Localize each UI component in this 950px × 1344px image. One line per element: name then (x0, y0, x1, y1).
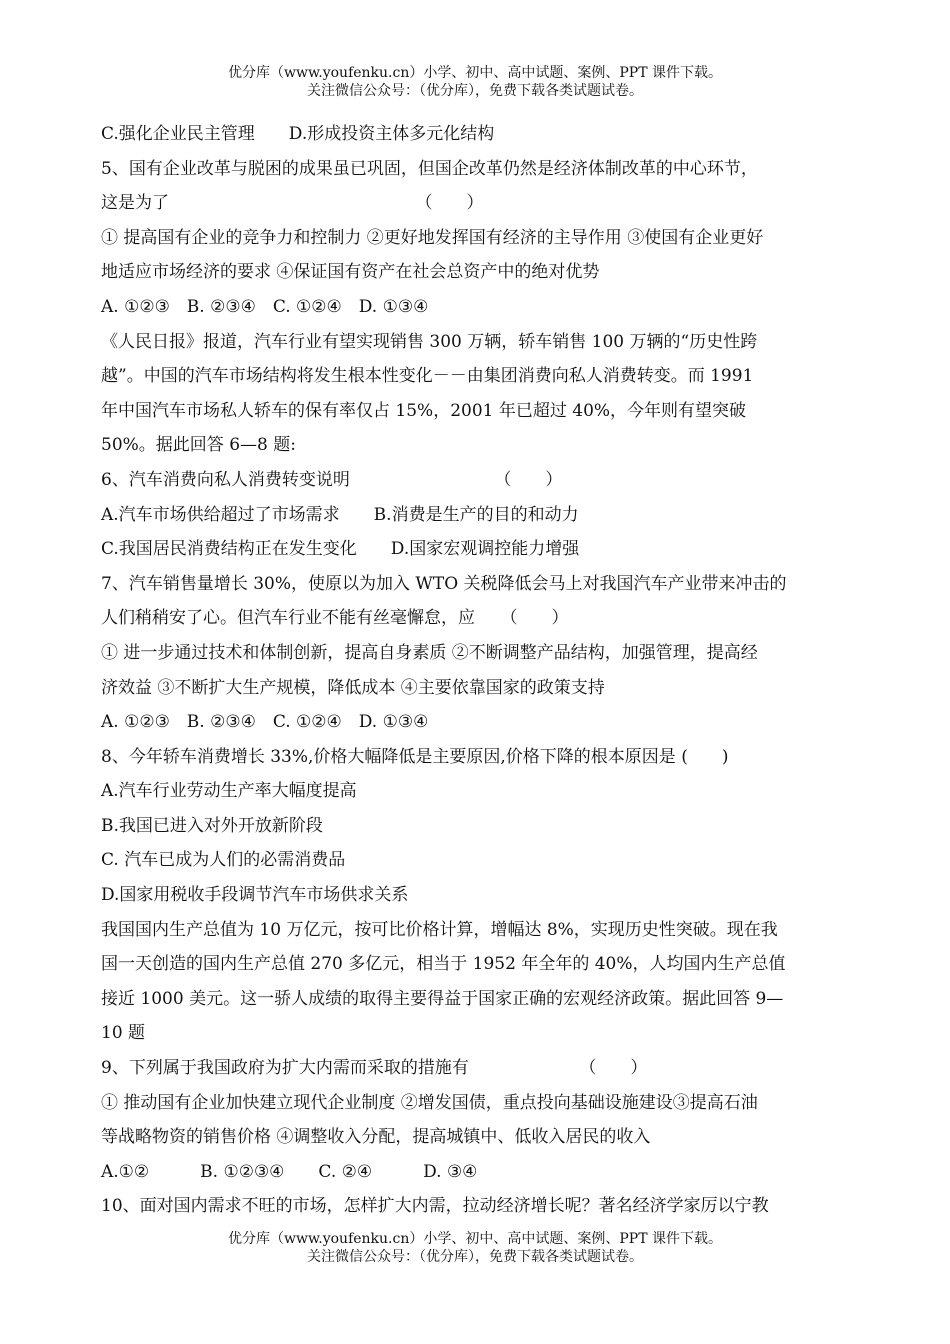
passage-line: 年中国汽车市场私人轿车的保有率仅占 15%，2001 年已超过 40%，今年则有望突破 (101, 400, 747, 421)
passage-line: 10 题 (101, 1023, 146, 1044)
document-body (101, 117, 851, 1224)
passage-line: 越”。中国的汽车市场结构将发生根本性变化－－由集团消费向私人消费转变。而 1991 (101, 366, 754, 387)
question-8-option-c: C. 汽车已成为人们的必需消费品 (101, 850, 346, 871)
question-5-statements: ① 提高国有企业的竞争力和控制力 ②更好地发挥国有经济的主导作用 ③使国有企业更好 (101, 227, 764, 248)
text-line: 这是为了 （ ） (101, 193, 484, 214)
header-line-2: 关注微信公众号：（优分库），免费下载各类试题试卷。 (307, 83, 643, 99)
page-footer (0, 1230, 950, 1266)
text-line: 等战略物资的销售价格 ④调整收入分配，提高城镇中、低收入居民的收入 (101, 1127, 651, 1148)
question-10-stem: 10、面对国内需求不旺的市场，怎样扩大内需，拉动经济增长呢？著名经济学家厉以宁教 (101, 1196, 769, 1217)
question-6-options-cd: C.我国居民消费结构正在发生变化 D.国家宏观调控能力增强 (101, 539, 580, 560)
text-line: C.强化企业民主管理 D.形成投资主体多元化结构 (101, 124, 495, 144)
passage-line: 接近 1000 美元。这一骄人成绩的取得主要得益于国家正确的宏观经济政策。据此回答 9— (101, 988, 784, 1009)
header-line-1: 优分库（www.youfenku.cn）小学、初中、高中试题、案例、PPT 课件下载。 (227, 65, 722, 81)
text-line: 人们稍稍安了心。但汽车行业不能有丝毫懈怠，应 （ ） (101, 608, 569, 629)
question-9-statements: ① 推动国有企业加快建立现代企业制度 ②增发国债，重点投向基础设施建设③提高石油 (101, 1092, 758, 1113)
question-7-stem: 7、汽车销售量增长 30%，使原以为加入 WTO 关税降低会马上对我国汽车产业带来冲击的 (101, 573, 787, 594)
passage-line: 《人民日报》报道，汽车行业有望实现销售 300 万辆，轿车销售 100 万辆的“历史性跨 (101, 331, 758, 352)
question-8-option-d: D.国家用税收手段调节汽车市场供求关系 (101, 885, 409, 906)
question-8-stem: 8、今年轿车消费增长 33%,价格大幅降低是主要原因,价格下降的根本原因是 ( ) (101, 746, 729, 767)
question-7-options: A. ①②③ B. ②③④ C. ①②④ D. ①③④ (101, 712, 429, 733)
question-5-options: A. ①②③ B. ②③④ C. ①②④ D. ①③④ (101, 296, 429, 317)
question-6-options-ab: A.汽车市场供给超过了市场需求 B.消费是生产的目的和动力 (101, 504, 579, 525)
question-5-stem: 5、国有企业改革与脱困的成果虽已巩固，但国企改革仍然是经济体制改革的中心环节， (101, 158, 758, 179)
question-6-stem: 6、汽车消费向私人消费转变说明 （ ） (101, 469, 563, 490)
question-8-option-b: B.我国已进入对外开放新阶段 (101, 815, 323, 836)
text-line: 地适应市场经济的要求 ④保证国有资产在社会总资产中的绝对优势 (101, 262, 600, 283)
footer-line-2: 关注微信公众号：（优分库），免费下载各类试题试卷。 (307, 1249, 643, 1265)
passage-line: 我国国内生产总值为 10 万亿元，按可比价格计算，增幅达 8%，实现历史性突破。现在我 (101, 919, 778, 940)
page-header (0, 64, 950, 100)
question-8-option-a: A.汽车行业劳动生产率大幅度提高 (101, 781, 357, 802)
passage-line: 国一天创造的国内生产总值 270 多亿元，相当于 1952 年全年的 40%，人均国内生产总值 (101, 954, 786, 975)
text-line: 济效益 ③不断扩大生产规模，降低成本 ④主要依靠国家的政策支持 (101, 677, 605, 698)
question-9-stem: 9、下列属于我国政府为扩大内需而采取的措施有 （ ） (101, 1058, 648, 1079)
question-9-options: A.①② B. ①②③④ C. ②④ D. ③④ (101, 1161, 478, 1182)
passage-line: 50%。据此回答 6—8 题: (101, 435, 296, 456)
footer-line-1: 优分库（www.youfenku.cn）小学、初中、高中试题、案例、PPT 课件下载。 (227, 1231, 722, 1247)
question-7-statements: ① 进一步通过技术和体制创新，提高自身素质 ②不断调整产品结构，加强管理，提高经 (101, 642, 758, 663)
